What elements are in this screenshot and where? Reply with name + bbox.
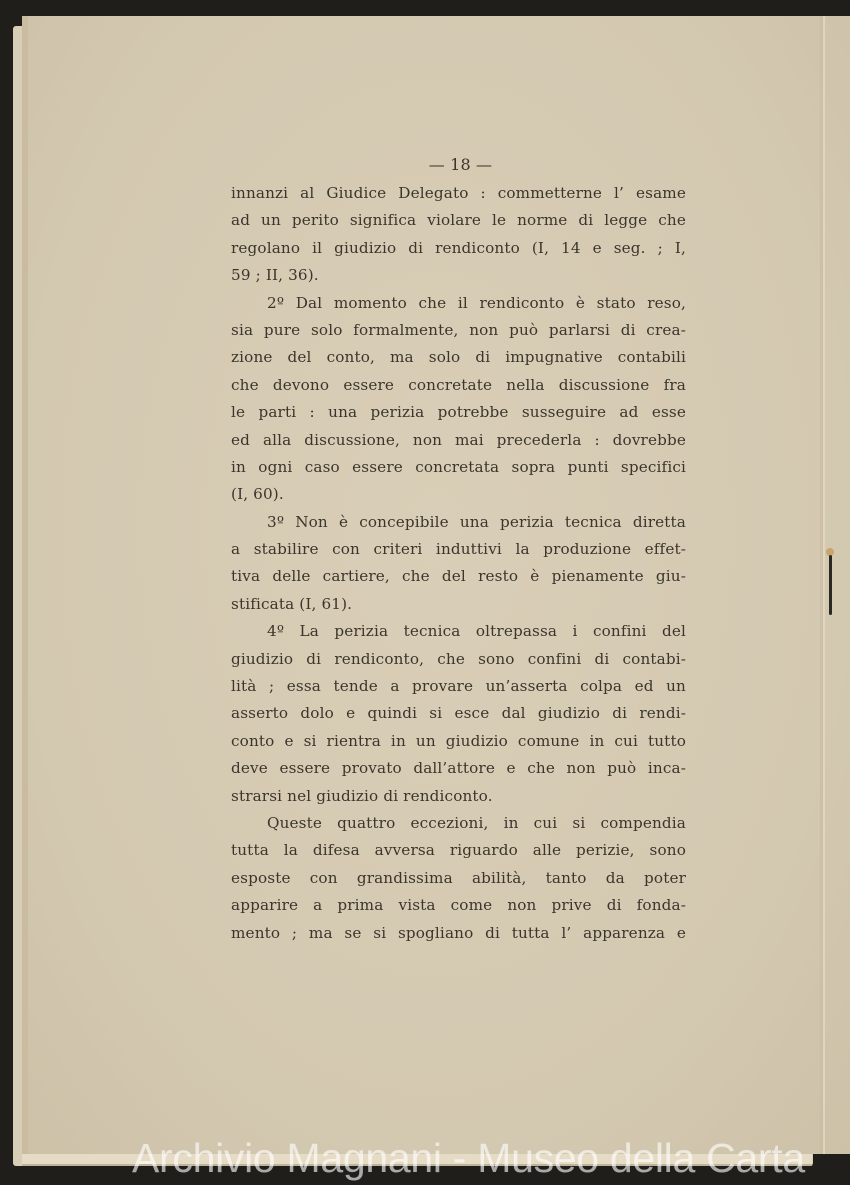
archive-watermark: Archivio Magnani - Museo della Carta	[132, 1135, 805, 1181]
text-line: a stabilire con criteri induttivi la produzione effet-	[231, 540, 686, 559]
text-line: 2º Dal momento che il rendiconto è stato reso,	[267, 293, 686, 312]
text-line: regolano il giudizio di rendiconto (I, 14 e seg. ; I,	[231, 238, 686, 257]
text-line: giudizio di rendiconto, che sono confini di contabi-	[231, 649, 686, 668]
text-line: ad un perito significa violare le norme di legge che	[231, 211, 686, 230]
text-line: asserto dolo e quindi si esce dal giudizio di rendi-	[231, 704, 686, 723]
text-line: sia pure solo formalmente, non può parlarsi di crea-	[231, 320, 686, 339]
page-fold	[823, 16, 825, 1154]
text-line: esposte con grandissima abilità, tanto da poter	[231, 868, 686, 887]
text-line: zione del conto, ma solo di impugnative contabili	[231, 348, 686, 367]
staple	[829, 555, 832, 615]
text-line: Queste quattro eccezioni, in cui si compendia	[267, 813, 686, 832]
text-line: le parti : una perizia potrebbe susseguire ad esse	[231, 403, 686, 422]
text-line: 4º La perizia tecnica oltrepassa i confini del	[267, 622, 686, 641]
paragraph	[231, 290, 686, 509]
text-line: ed alla discussione, non mai precederla : dovrebbe	[231, 430, 686, 449]
text-line: mento ; ma se si spogliano di tutta l’ apparenza e	[231, 923, 686, 942]
page-text	[231, 150, 686, 947]
paragraph	[231, 618, 686, 810]
text-line: innanzi al Giudice Delegato : commetterne l’ esame	[231, 184, 686, 202]
text-line: in ogni caso essere concretata sopra punti specifici	[231, 457, 686, 476]
text-line: tutta la difesa avversa riguardo alle perizie, sono	[231, 841, 686, 860]
text-line: (I, 60).	[231, 485, 284, 504]
page-left-edge	[22, 16, 28, 1154]
paragraph	[231, 180, 686, 290]
text-line: che devono essere concretate nella discussione fra	[231, 375, 686, 394]
paragraph	[231, 509, 686, 619]
text-line: apparire a prima vista come non prive di fonda-	[231, 896, 686, 915]
text-line: 59 ; II, 36).	[231, 266, 319, 285]
text-line: strarsi nel giudizio di rendiconto.	[231, 786, 493, 805]
page-number: — 18 —	[428, 155, 493, 174]
text-line: 3º Non è concepibile una perizia tecnica diretta	[267, 512, 686, 531]
text-line: deve essere provato dall’attore e che non può inca-	[231, 759, 686, 778]
text-line: tiva delle cartiere, che del resto è pienamente giu-	[231, 567, 686, 586]
text-line: conto e si rientra in un giudizio comune in cui tutto	[231, 731, 686, 750]
text-line: lità ; essa tende a provare un’asserta colpa ed un	[231, 677, 686, 696]
paragraph	[231, 810, 686, 947]
text-line: stificata (I, 61).	[231, 594, 353, 613]
